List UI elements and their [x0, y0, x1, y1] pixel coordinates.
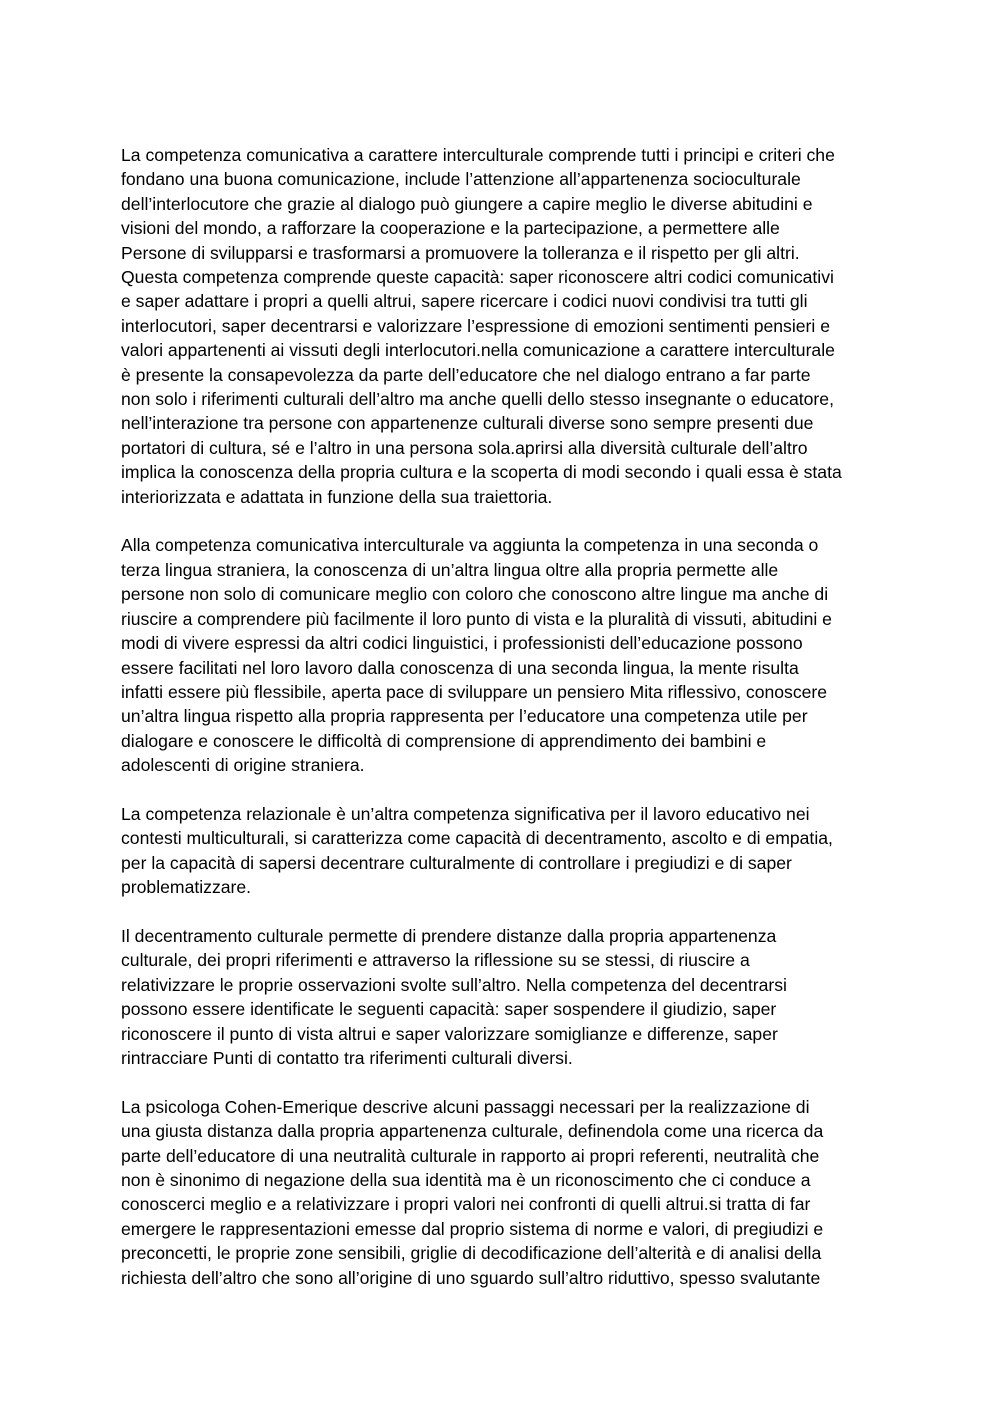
text-line: parte dell’educatore di una neutralità culturale in rapporto ai propri referenti, neutralità che — [121, 1145, 820, 1166]
text-line: una giusta distanza dalla propria appartenenza culturale, definendola come una ricerca da — [121, 1121, 824, 1142]
text-line: La competenza comunicativa a carattere interculturale comprende tutti i principi e criteri che — [121, 145, 835, 165]
text-line: per la capacità di sapersi decentrare culturalmente di controllare i pregiudizi e di saper — [121, 852, 792, 873]
text-line: La competenza relazionale è un’altra competenza significativa per il lavoro educativo nei — [121, 803, 810, 824]
paragraph — [121, 143, 891, 509]
text-line: nell’interazione tra persone con appartenenze culturali diverse sono sempre presenti due — [121, 413, 814, 434]
text-line: La psicologa Cohen-Emerique descrive alcuni passaggi necessari per la realizzazione di — [121, 1096, 810, 1117]
paragraph — [121, 1095, 891, 1290]
text-line: emergere le rappresentazioni emesse dal proprio sistema di norme e valori, di pregiudizi e — [121, 1218, 824, 1239]
text-line: implica la conoscenza della propria cultura e la scoperta di modi secondo i quali essa è stata — [121, 462, 842, 483]
text-line: possono essere identificate le seguenti capacità: saper sospendere il giudizio, saper — [121, 999, 777, 1020]
text-line: relativizzare le proprie osservazioni svolte sull’altro. Nella competenza del decentrarsi — [121, 974, 787, 995]
text-line: essere facilitati nel loro lavoro dalla conoscenza di una seconda lingua, la mente risulta — [121, 657, 799, 678]
paragraph — [121, 924, 891, 1070]
text-line: non solo i riferimenti culturali dell’altro ma anche quelli dello stesso insegnante o educatore, — [121, 389, 834, 410]
paragraph — [121, 802, 891, 900]
text-line: non è sinonimo di negazione della sua identità ma è un riconoscimento che ci conduce a — [121, 1170, 811, 1190]
text-line: riuscire a comprendere più facilmente il loro punto di vista e la pluralità di vissuti, abitudini e — [121, 608, 832, 629]
text-line: fondano una buona comunicazione, include l’attenzione all’appartenenza socioculturale — [121, 169, 801, 190]
text-line: Il decentramento culturale permette di prendere distanze dalla propria appartenenza — [121, 925, 777, 946]
text-line: Questa competenza comprende queste capacità: saper riconoscere altri codici comunicativi — [121, 267, 834, 288]
text-line: terza lingua straniera, la conoscenza di un’altra lingua oltre alla propria permette alle — [121, 559, 779, 580]
text-line: e saper adattare i propri a quelli altrui, sapere ricercare i codici nuovi condivisi tra tutti gli — [121, 291, 808, 312]
text-line: Alla competenza comunicativa interculturale va aggiunta la competenza in una seconda o — [121, 535, 819, 556]
text-line: Persone di svilupparsi e trasformarsi a promuovere la tolleranza e il rispetto per gli altri. — [121, 242, 800, 263]
text-line: preconcetti, le proprie zone sensibili, griglie di decodificazione dell’alterità e di analisi della — [121, 1243, 822, 1264]
text-line: dell’interlocutore che grazie al dialogo può giungere a capire meglio le diverse abitudini e — [121, 193, 813, 214]
text-line: modi di vivere espressi da altri codici linguistici, i professionisti dell’educazione possono — [121, 633, 803, 654]
text-line: rintracciare Punti di contatto tra riferimenti culturali diversi. — [121, 1047, 573, 1068]
text-line: interlocutori, saper decentrarsi e valorizzare l’espressione di emozioni sentimenti pensieri e — [121, 315, 830, 336]
text-line: problematizzare. — [121, 877, 252, 898]
text-line: contesti multiculturali, si caratterizza come capacità di decentramento, ascolto e di empatia, — [121, 828, 833, 849]
document-body — [121, 143, 891, 1314]
text-line: persone non solo di comunicare meglio con coloro che conoscono altre lingue ma anche di — [121, 584, 829, 605]
text-line: un’altra lingua rispetto alla propria rappresenta per l’educatore una competenza utile per — [121, 706, 808, 727]
text-line: infatti essere più flessibile, aperta pace di sviluppare un pensiero Mita riflessivo, conoscere — [121, 681, 828, 702]
text-line: è presente la consapevolezza da parte dell’educatore che nel dialogo entrano a far parte — [121, 364, 811, 385]
text-line: dialogare e conoscere le difficoltà di comprensione di apprendimento dei bambini e — [121, 730, 767, 751]
text-line: portatori di cultura, sé e l’altro in una persona sola.aprirsi alla diversità culturale dell’altro — [121, 437, 808, 458]
paragraph — [121, 533, 891, 777]
text-line: conoscerci meglio e a relativizzare i propri valori nei confronti di quelli altrui.si tratta di far — [121, 1194, 811, 1215]
text-line: interiorizzata e adattata in funzione della sua traiettoria. — [121, 486, 553, 507]
text-line: valori appartenenti ai vissuti degli interlocutori.nella comunicazione a carattere interculturale — [121, 340, 835, 361]
text-line: visioni del mondo, a rafforzare la cooperazione e la partecipazione, a permettere alle — [121, 218, 780, 239]
text-line: adolescenti di origine straniera. — [121, 755, 365, 776]
text-line: culturale, dei propri riferimenti e attraverso la riflessione su se stessi, di riuscire a — [121, 950, 750, 971]
text-line: riconoscere il punto di vista altrui e saper valorizzare somiglianze e differenze, saper — [121, 1023, 778, 1044]
text-line: richiesta dell’altro che sono all’origine di uno sguardo sull’altro riduttivo, spesso svalutante — [121, 1267, 821, 1288]
